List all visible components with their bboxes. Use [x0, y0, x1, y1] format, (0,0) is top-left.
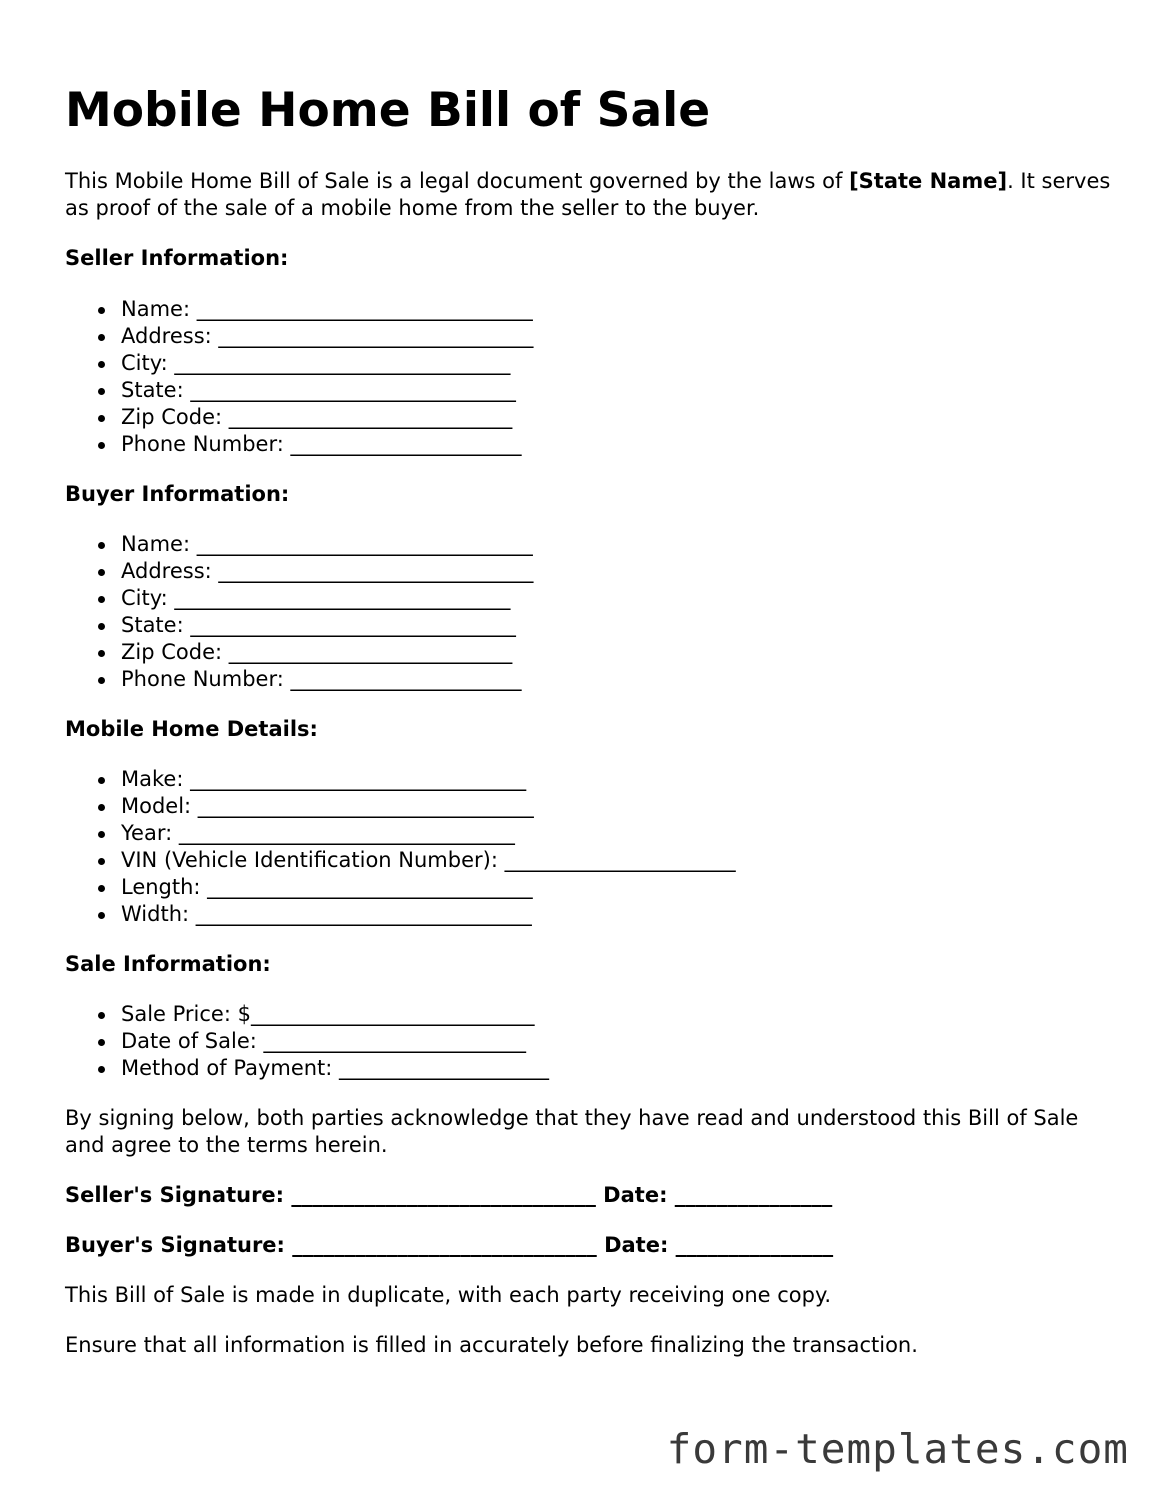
state-name-placeholder: [State Name]: [849, 169, 1008, 193]
intro-text-after: . It serves as proof of the sale of a mobile home from the seller to the buyer.: [65, 169, 1111, 220]
sale-date-field[interactable]: Date of Sale: _________________________: [65, 1028, 549, 1055]
seller-name-field[interactable]: Name: ________________________________: [65, 296, 533, 323]
home-details-fields: [65, 766, 736, 928]
home-details-heading: Mobile Home Details:: [65, 717, 318, 741]
seller-city-field[interactable]: City: ________________________________: [65, 350, 533, 377]
home-make-field[interactable]: Make: ________________________________: [65, 766, 736, 793]
page-title: Mobile Home Bill of Sale: [65, 83, 711, 138]
buyer-phone-field[interactable]: Phone Number: ______________________: [65, 666, 533, 693]
payment-method-field[interactable]: Method of Payment: ____________________: [65, 1055, 549, 1082]
buyer-name-field[interactable]: Name: ________________________________: [65, 531, 533, 558]
buyer-zip-field[interactable]: Zip Code: ___________________________: [65, 639, 533, 666]
sale-fields: [65, 1001, 549, 1082]
watermark: form-templates.com: [666, 1425, 1129, 1473]
seller-zip-field[interactable]: Zip Code: ___________________________: [65, 404, 533, 431]
seller-signature-line[interactable]: Seller's Signature: _____________________________ Date: _______________: [65, 1183, 833, 1207]
buyer-signature-line[interactable]: Buyer's Signature: _____________________________ Date: _______________: [65, 1233, 834, 1257]
acknowledgement-paragraph: By signing below, both parties acknowledge that they have read and understood this Bill of Sale and agree to the terms herein.: [65, 1106, 1079, 1157]
home-width-field[interactable]: Width: ________________________________: [65, 901, 736, 928]
intro-text-before: This Mobile Home Bill of Sale is a legal document governed by the laws of: [65, 169, 850, 193]
seller-state-field[interactable]: State: _______________________________: [65, 377, 533, 404]
seller-fields: [65, 296, 533, 458]
home-year-field[interactable]: Year: ________________________________: [65, 820, 736, 847]
buyer-state-field[interactable]: State: _______________________________: [65, 612, 533, 639]
buyer-heading: Buyer Information:: [65, 482, 290, 506]
seller-heading: Seller Information:: [65, 246, 289, 270]
seller-phone-field[interactable]: Phone Number: ______________________: [65, 431, 533, 458]
home-vin-field[interactable]: VIN (Vehicle Identification Number): ______________________: [65, 847, 736, 874]
buyer-fields: [65, 531, 533, 693]
sale-price-field[interactable]: Sale Price: $___________________________: [65, 1001, 549, 1028]
duplicate-note: This Bill of Sale is made in duplicate, with each party receiving one copy.: [65, 1283, 832, 1307]
home-model-field[interactable]: Model: ________________________________: [65, 793, 736, 820]
ensure-note: Ensure that all information is filled in accurately before finalizing the transaction.: [65, 1333, 918, 1357]
intro-paragraph: [65, 168, 1115, 222]
buyer-address-field[interactable]: Address: ______________________________: [65, 558, 533, 585]
buyer-city-field[interactable]: City: ________________________________: [65, 585, 533, 612]
sale-heading: Sale Information:: [65, 952, 271, 976]
home-length-field[interactable]: Length: _______________________________: [65, 874, 736, 901]
seller-address-field[interactable]: Address: ______________________________: [65, 323, 533, 350]
